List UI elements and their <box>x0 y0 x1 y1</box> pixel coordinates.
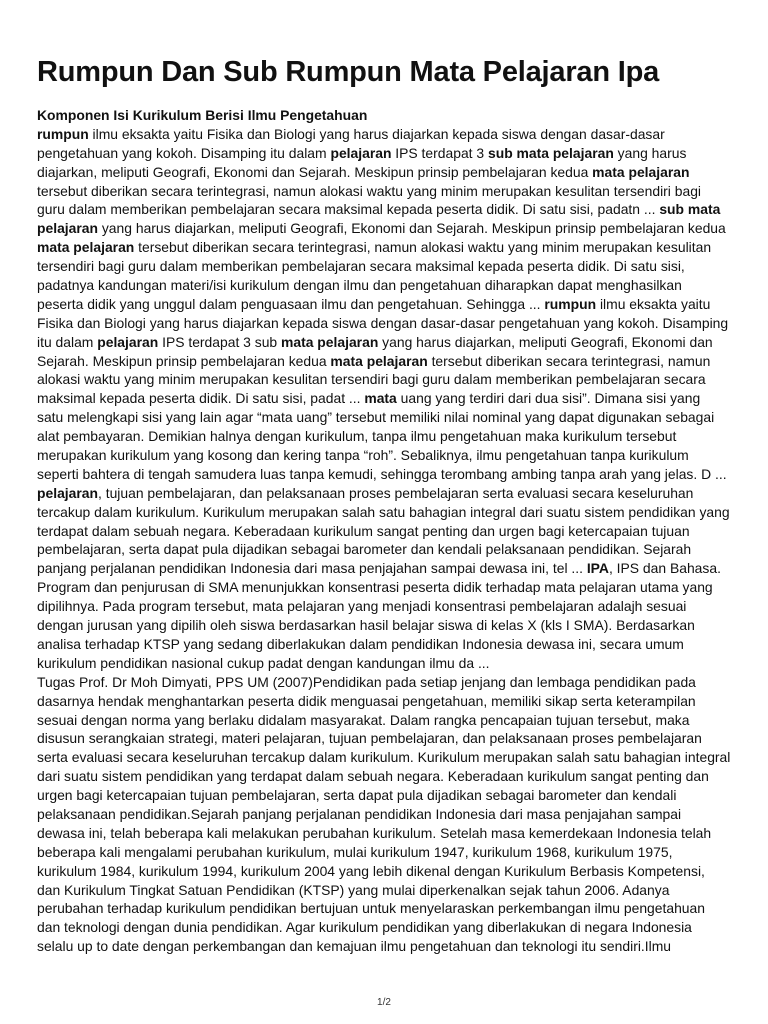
text-segment: tersebut diberikan secara terintegrasi, namun alokasi waktu yang minim merupakan kesulitan tersendiri bagi <box>37 182 702 199</box>
text-line <box>37 238 737 257</box>
text-line <box>37 673 737 692</box>
text-line <box>37 257 737 276</box>
text-segment: uang yang terdiri dari dua sisi”. Dimana sisi yang <box>396 390 701 407</box>
text-line <box>37 654 737 673</box>
text-segment: pelaksanaan pendidikan.Sejarah panjang perjalanan pendidikan Indonesia dari masa penjajahan sampai <box>37 805 682 822</box>
text-line <box>37 767 737 786</box>
bold-keyword: pelajaran <box>37 220 98 237</box>
text-segment: seperti bahtera di tengah samudera luas tanpa kemudi, sehingga terombang ambing tanpa arah yang jelas. D ... <box>37 465 727 482</box>
text-segment: panjang perjalanan pendidikan Indonesia dari masa penjajahan sampai dewasa ini, tel ... <box>37 560 587 577</box>
text-segment: merupakan kurikulum yang kosong dan kering tanpa “roh”. Sebaliknya, ilmu pengetahuan tanpa kurikulum <box>37 447 689 464</box>
text-segment: Program dan penjurusan di SMA menunjukkan konsentrasi peserta didik terhadap mata pelajaran utama yang <box>37 579 713 596</box>
text-segment: yang harus diajarkan, meliputi Geografi, Ekonomi dan <box>378 333 713 350</box>
text-segment: beberapa kali mengalami perubahan kurikulum, mulai kurikulum 1947, kurikulum 1968, kurikulum 1975, <box>37 843 673 860</box>
text-segment: selalu up to date dengan perkembangan dan kemajuan ilmu pengetahuan dan teknologi itu sendiri.Ilmu <box>37 938 672 955</box>
text-segment: , IPS dan Bahasa. <box>608 560 721 577</box>
text-segment: dan teknologi dengan dunia pendidikan. Agar kurikulum pendidikan yang diberlakukan di negara Indonesia <box>37 919 692 936</box>
text-line <box>37 862 737 881</box>
text-segment: maksimal kepada peserta didik. Di satu sisi, padat ... <box>37 390 365 407</box>
text-segment: ilmu eksakta yaitu <box>596 295 711 312</box>
text-segment: kurikulum 1984, kurikulum 1994, kurikulum 2004 yang lebih dikenal dengan Kurikulum Berbasis Kompetensi, <box>37 862 705 879</box>
page-title: Rumpun Dan Sub Rumpun Mata Pelajaran Ipa <box>37 56 660 88</box>
bold-keyword: rumpun <box>544 295 597 312</box>
bold-keyword: mata pelajaran <box>592 163 690 180</box>
text-segment: guru dalam memberikan pembelajaran secara maksimal kepada peserta didik. Di satu sisi, padatn ... <box>37 201 660 218</box>
text-segment: dengan jurusan yang dipilih oleh siswa berdasarkan hasil belajar siswa di kelas X (kls I SMA). Berdasarkan <box>37 617 695 634</box>
text-segment: diajarkan, meliputi Geografi, Ekonomi dan Sejarah. Meskipun prinsip pembelajaran kedua <box>37 163 593 180</box>
text-line <box>37 711 737 730</box>
text-segment: IPS terdapat 3 sub <box>158 333 282 350</box>
bold-keyword: mata pelajaran <box>281 333 379 350</box>
bold-keyword: pelajaran <box>330 144 392 161</box>
text-segment: itu dalam <box>37 333 98 350</box>
bold-keyword: mata <box>364 390 397 407</box>
text-line <box>37 881 737 900</box>
text-segment: sesuai dengan norma yang berlaku didalam masyarakat. Dalam rangka pencapaian tujuan tersebut, maka <box>37 711 690 728</box>
bold-keyword: Komponen Isi Kurikulum Berisi Ilmu Pengetahuan <box>37 107 368 123</box>
text-line <box>37 937 737 956</box>
text-line <box>37 427 737 446</box>
text-line <box>37 635 737 654</box>
text-segment: dasarnya hendak menghantarkan peserta didik menguasai pengetahuan, memiliki sikap serta keterampilan <box>37 692 696 709</box>
document-body <box>37 106 737 956</box>
text-line <box>37 144 737 163</box>
text-segment: dewasa ini, telah beberapa kali melakukan perubahan kurikulum. Setelah masa kemerdekaan Indonesia telah <box>37 824 712 841</box>
bold-keyword: mata pelajaran <box>37 239 135 256</box>
text-segment: , tujuan pembelajaran, dan pelaksanaan proses pembelajaran serta evaluasi secara keseluruhan <box>98 484 694 501</box>
text-segment: tersendiri bagi guru dalam memberikan pembelajaran secara maksimal kepada peserta didik. Di satu sisi, <box>37 258 685 275</box>
text-line <box>37 446 737 465</box>
bold-keyword: mata pelajaran <box>330 352 428 369</box>
bold-keyword: IPA <box>586 560 609 577</box>
text-segment: pembelajaran, serta dapat pula dijadikan sebagai barometer dan kendali pelaksanaan pendidikan. Sejarah <box>37 541 692 558</box>
text-segment: yang harus diajarkan, meliputi Geografi, Ekonomi dan Sejarah. Meskipun prinsip pembelajaran kedua <box>98 220 726 237</box>
text-segment: terdapat dalam sebuah negara. Keberadaan kurikulum sangat penting dan urgen bagi ketercapaian tujuan <box>37 522 690 539</box>
text-segment: dipilihnya. Pada program tersebut, mata pelajaran yang menjadi konsentrasi pembelajaran adalajh sesuai <box>37 598 687 615</box>
text-segment: satu melengkapi sisi yang lain agar “mata uang” tersebut memiliki nilai nominal yang dapat digunakan sebagai <box>37 409 715 426</box>
text-segment: serta evaluasi secara keseluruhan tercakup dalam kurikulum. Kurikulum merupakan salah satu bahagian integral <box>37 749 731 766</box>
text-segment: perubahan terhadap kurikulum pendidikan bertujuan untuk menyelaraskan perkembangan ilmu pengetahuan <box>37 900 705 917</box>
text-line <box>37 352 737 371</box>
text-segment: disusun serangkaian strategi, materi pelajaran, tujuan pembelajaran, dan pelaksanaan proses pembelajaran <box>37 730 702 747</box>
text-line <box>37 370 737 389</box>
bold-keyword: pelajaran <box>37 484 98 501</box>
text-line <box>37 597 737 616</box>
text-line <box>37 333 737 352</box>
text-line <box>37 389 737 408</box>
section-heading <box>37 106 737 125</box>
text-segment: tersebut diberikan secara terintegrasi, namun alokasi waktu yang minim merupakan kesulitan <box>134 239 712 256</box>
text-segment: tersebut diberikan secara terintegrasi, namun <box>427 352 711 369</box>
text-line <box>37 918 737 937</box>
text-segment: dari suatu sistem pendidikan yang terdapat dalam sebuah negara. Keberadaan kurikulum sangat penting dan <box>37 768 709 785</box>
text-segment: Sejarah. Meskipun prinsip pembelajaran kedua <box>37 352 331 369</box>
text-line <box>37 899 737 918</box>
text-segment: Fisika dan Biologi yang harus diajarkan kepada siswa dengan dasar-dasar pengetahuan yang kokoh. Disamping <box>37 314 729 331</box>
text-line <box>37 522 737 541</box>
text-line <box>37 163 737 182</box>
bold-keyword: sub mata <box>659 201 721 218</box>
text-line <box>37 465 737 484</box>
text-line <box>37 200 737 219</box>
text-line <box>37 578 737 597</box>
text-segment: pengetahuan yang kokoh. Disamping itu dalam <box>37 144 331 161</box>
text-segment: urgen bagi ketercapaian tujuan pembelajaran, serta dapat pula dijadikan sebagai barometer dan kendali <box>37 787 677 804</box>
text-line <box>37 182 737 201</box>
text-segment: analisa terhadap KTSP yang sedang diberlakukan dalam pendidikan Indonesia dewasa ini, secara umum <box>37 635 684 652</box>
page-number: 1/2 <box>377 997 391 1008</box>
text-line <box>37 729 737 748</box>
text-line <box>37 692 737 711</box>
text-segment: kurikulum pendidikan nasional cukup padat dengan kandungan ilmu da ... <box>37 654 490 671</box>
text-line <box>37 805 737 824</box>
text-segment: Tugas Prof. Dr Moh Dimyati, PPS UM (2007)Pendidikan pada setiap jenjang dan lembaga pendidikan pada <box>37 673 696 690</box>
text-segment: alokasi waktu yang minim merupakan kesulitan tersendiri bagi guru dalam memberikan pembelajaran secara <box>37 371 706 388</box>
text-line <box>37 219 737 238</box>
text-line <box>37 484 737 503</box>
text-segment: IPS terdapat 3 <box>391 144 488 161</box>
bold-keyword: pelajaran <box>97 333 159 350</box>
text-segment: dan Kurikulum Tingkat Satuan Pendidikan (KTSP) yang mulai diperkenalkan sejak tahun 2006. Adanya <box>37 881 670 898</box>
text-line <box>37 540 737 559</box>
text-line <box>37 295 737 314</box>
text-line <box>37 503 737 522</box>
text-line <box>37 314 737 333</box>
text-segment: peserta didik yang unggul dalam penguasaan ilmu dan pengetahuan. Sehingga ... <box>37 295 545 312</box>
text-segment: padatnya kandungan materi/isi kurikulum dengan ilmu dan pengetahuan diharapkan dapat menghasilkan <box>37 277 682 294</box>
text-line <box>37 824 737 843</box>
text-segment: tercakup dalam kurikulum. Kurikulum merupakan salah satu bahagian integral dari suatu sistem pendidikan yang <box>37 503 730 520</box>
text-line <box>37 125 737 144</box>
text-segment: alat pembayaran. Demikian halnya dengan kurikulum, tanpa ilmu pengetahuan maka kurikulum tersebut <box>37 428 677 445</box>
text-segment: yang harus <box>613 144 687 161</box>
text-line <box>37 559 737 578</box>
text-line <box>37 843 737 862</box>
text-line <box>37 748 737 767</box>
text-line <box>37 616 737 635</box>
text-line <box>37 786 737 805</box>
bold-keyword: sub mata pelajaran <box>487 144 614 161</box>
bold-keyword: rumpun <box>37 125 89 142</box>
text-line <box>37 408 737 427</box>
text-segment: ilmu eksakta yaitu Fisika dan Biologi yang harus diajarkan kepada siswa dengan dasar-dasar <box>88 125 665 142</box>
text-line <box>37 276 737 295</box>
